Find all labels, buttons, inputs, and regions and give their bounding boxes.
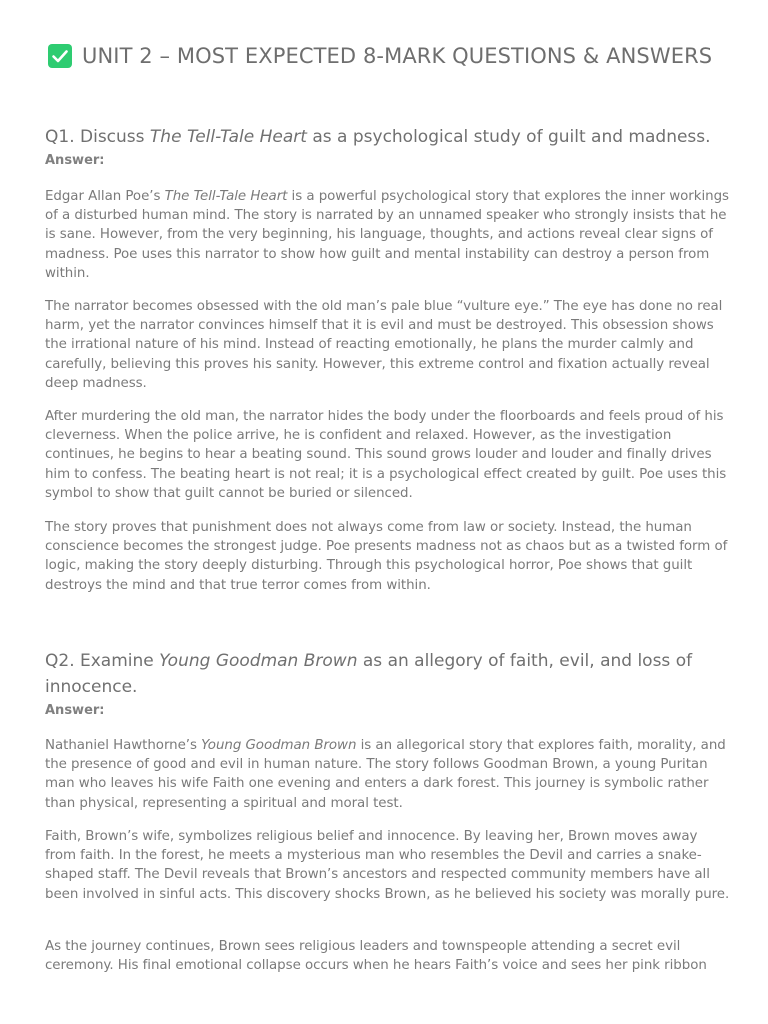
question-heading xyxy=(45,124,730,150)
question-heading xyxy=(45,648,730,700)
heading-prefix: Q2. Examine xyxy=(45,651,160,671)
paragraph-work-title: The Tell-Tale Heart xyxy=(164,189,288,204)
paragraph-text: Edgar Allan Poe’s xyxy=(45,189,165,204)
question-1 xyxy=(45,124,730,593)
check-box-icon xyxy=(48,44,72,68)
heading-work-title: The Tell-Tale Heart xyxy=(149,127,307,147)
answer-paragraph: Faith, Brown’s wife, symbolizes religious belief and innocence. By leaving her, Brown moves away from faith. In the forest, he meets a mysterious man who resembles the Devil and carries a snake-shaped staff. The Devil reveals that Brown’s ancestors and respected community members have all been involved in sinful acts. This discovery shocks Brown, as he believed his society was morally pure. xyxy=(45,829,730,902)
heading-suffix: as a psychological study of guilt and madness. xyxy=(306,127,711,147)
answer-paragraph: The narrator becomes obsessed with the old man’s pale blue “vulture eye.” The eye has done no real harm, yet the narrator convinces himself that it is evil and must be destroyed. This obsession shows the irrational nature of his mind. Instead of reacting emotionally, he plans the murder calmly and carefully, believing this proves his sanity. However, this extreme control and fixation actually reveal deep madness. xyxy=(45,299,723,391)
paragraph-text: is an allegorical story that explores faith, morality, and the presence of good and evil in human nature. The story follows Goodman Brown, a young Puritan man who leaves his wife Faith one evening and enters a dark forest. This journey is symbolic rather than physical, representing a spiritual and moral test. xyxy=(45,738,726,811)
answer-label: Answer: xyxy=(45,703,105,718)
answer-label: Answer: xyxy=(45,153,105,168)
heading-work-title: Young Goodman Brown xyxy=(159,651,358,671)
paragraph-work-title: Young Goodman Brown xyxy=(201,738,357,753)
answer-paragraph: The story proves that punishment does not always come from law or society. Instead, the human conscience becomes the strongest judge. Poe presents madness not as chaos but as a twisted form of logic, making the story deeply disturbing. Through this psychological horror, Poe shows that guilt destroys the mind and that true terror comes from within. xyxy=(45,520,728,593)
unit-title: UNIT 2 – MOST EXPECTED 8-MARK QUESTIONS & ANSWERS xyxy=(82,44,713,68)
heading-prefix: Q1. Discuss xyxy=(45,127,150,147)
answer-paragraph xyxy=(45,736,730,813)
check-box-icon-graphic xyxy=(48,44,72,68)
paragraph-text: Nathaniel Hawthorne’s xyxy=(45,738,202,753)
paragraph-text: is a powerful psychological story that explores the inner workings of a disturbed human mind. The story is narrated by an unnamed speaker who strongly insists that he is sane. However, from the very beginning, his language, thoughts, and actions reveal clear signs of madness. Poe uses this narrator to show how guilt and mental instability can destroy a person from within. xyxy=(45,189,729,281)
question-2 xyxy=(45,648,730,974)
answer-paragraph xyxy=(45,187,730,283)
heading-suffix: as an allegory of faith, evil, and loss of innocence. xyxy=(45,651,693,697)
unit-header xyxy=(48,44,712,68)
answer-paragraph: As the journey continues, Brown sees religious leaders and townspeople attending a secret evil ceremony. His final emotional collapse occurs when he hears Faith’s voice and sees her pink ribbon xyxy=(45,939,707,974)
answer-paragraph: After murdering the old man, the narrator hides the body under the floorboards and feels proud of his cleverness. When the police arrive, he is confident and relaxed. However, as the investigation continues, he begins to hear a beating sound. This sound grows louder and louder and finally drives him to confess. The beating heart is not real; it is a psychological effect created by guilt. Poe uses this symbol to show that guilt cannot be buried or silenced. xyxy=(45,409,727,501)
